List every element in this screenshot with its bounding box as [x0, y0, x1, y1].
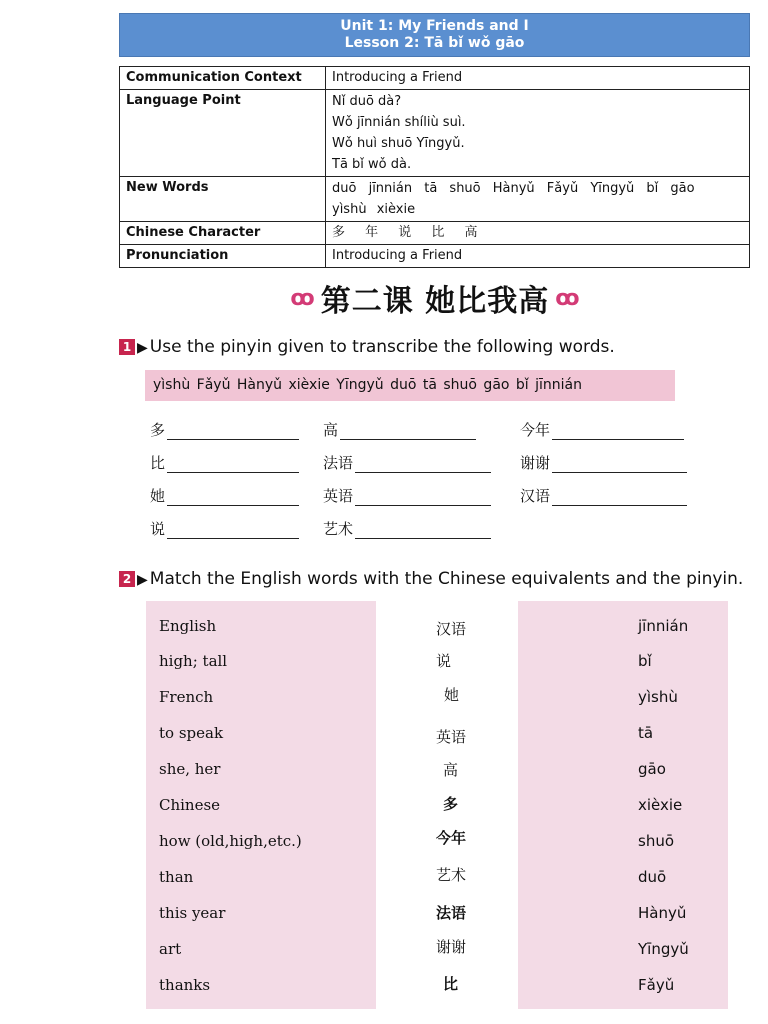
transcribe-item: [150, 485, 299, 506]
english-word: Chinese: [159, 796, 221, 814]
item-char: 艺术: [323, 520, 354, 538]
exercise-2-instruction: [119, 569, 759, 589]
chinese-word: 谢谢: [436, 938, 467, 956]
new-words-line: yìshù xièxie: [332, 202, 416, 217]
chinese-word: 英语: [436, 728, 467, 746]
english-word: high; tall: [159, 652, 228, 670]
item-char: 比: [150, 454, 166, 472]
answer-blank[interactable]: [355, 456, 491, 473]
info-row: [120, 67, 750, 90]
answer-blank[interactable]: [355, 522, 491, 539]
lesson-title: [270, 278, 600, 318]
transcribe-item: [323, 452, 491, 473]
chinese-word: 汉语: [436, 620, 467, 638]
transcribe-item: [323, 485, 491, 506]
transcribe-item: [150, 518, 299, 539]
transcribe-item: [520, 452, 687, 473]
lesson-subtitle: Lesson 2: Tā bǐ wǒ gāo: [344, 35, 525, 51]
info-value: 多 年 说 比 高: [326, 222, 750, 245]
info-key: New Words: [120, 177, 326, 222]
chinese-word: 艺术: [436, 866, 467, 884]
info-key: Chinese Character: [120, 222, 326, 245]
pinyin-word: Yīngyǔ: [638, 940, 689, 958]
item-char: 她: [150, 487, 166, 505]
english-word: English: [159, 617, 217, 635]
transcribe-item: [520, 485, 687, 506]
info-value: [326, 90, 750, 177]
item-char: 多: [150, 421, 166, 439]
ornament-left-icon: ꝏ: [290, 285, 315, 311]
item-char: 高: [323, 421, 339, 439]
transcribe-item: [323, 419, 476, 440]
chinese-word: 比: [443, 975, 459, 993]
answer-blank[interactable]: [167, 522, 299, 539]
chinese-word: 说: [436, 652, 452, 670]
language-point-line: Wǒ jīnnián shíliù suì.: [332, 115, 466, 130]
info-key: Language Point: [120, 90, 326, 177]
arrow-right-icon: ▶: [137, 340, 148, 356]
english-word: French: [159, 688, 214, 706]
info-row: [120, 177, 750, 222]
answer-blank[interactable]: [552, 489, 687, 506]
info-row: [120, 245, 750, 268]
exercise-2-text: Match the English words with the Chinese equivalents and the pinyin.: [149, 569, 744, 589]
exercise-1-text: Use the pinyin given to transcribe the following words.: [149, 337, 615, 357]
item-char: 汉语: [520, 487, 551, 505]
lesson-info-table: [119, 66, 750, 268]
word-bank: yìshù Fǎyǔ Hànyǔ xièxie Yīngyǔ duō tā shuō gāo bǐ jīnnián: [145, 370, 675, 401]
chinese-word: 高: [443, 761, 459, 779]
pinyin-word: Hànyǔ: [638, 904, 687, 922]
english-word: art: [159, 940, 182, 958]
pinyin-word: bǐ: [638, 652, 652, 670]
pinyin-word: xièxie: [638, 796, 683, 814]
transcribe-item: [150, 419, 299, 440]
info-value: Introducing a Friend: [326, 67, 750, 90]
exercise-1-instruction: [119, 337, 759, 357]
english-word: how (old,high,etc.): [159, 832, 302, 850]
info-key: Pronunciation: [120, 245, 326, 268]
transcribe-item: [150, 452, 299, 473]
answer-blank[interactable]: [552, 423, 684, 440]
answer-blank[interactable]: [355, 489, 491, 506]
item-char: 谢谢: [520, 454, 551, 472]
english-word: to speak: [159, 724, 224, 742]
transcribe-item: [323, 518, 491, 539]
item-char: 今年: [520, 421, 551, 439]
english-word: she, her: [159, 760, 221, 778]
unit-title: Unit 1: My Friends and I: [340, 18, 529, 34]
transcribe-item: [520, 419, 684, 440]
english-word: than: [159, 868, 194, 886]
info-value: [326, 177, 750, 222]
info-row: [120, 222, 750, 245]
pinyin-word: tā: [638, 724, 654, 742]
chinese-word: 今年: [436, 829, 467, 847]
chinese-word: 多: [443, 795, 459, 813]
pinyin-panel: [518, 601, 728, 1009]
item-char: 说: [150, 520, 166, 538]
pinyin-word: shuō: [638, 832, 675, 850]
lesson-header: [119, 13, 750, 57]
pinyin-word: jīnnián: [638, 617, 689, 635]
lesson-title-text: 第二课 她比我高: [320, 284, 550, 319]
english-word: this year: [159, 904, 226, 922]
info-row: [120, 90, 750, 177]
pinyin-word: yìshù: [638, 688, 678, 706]
answer-blank[interactable]: [552, 456, 687, 473]
pinyin-word: Fǎyǔ: [638, 976, 675, 994]
chinese-word: 法语: [436, 904, 467, 922]
pinyin-word: duō: [638, 868, 667, 886]
ornament-right-icon: ꝏ: [555, 285, 580, 311]
answer-blank[interactable]: [340, 423, 476, 440]
answer-blank[interactable]: [167, 423, 299, 440]
item-char: 法语: [323, 454, 354, 472]
language-point-line: Tā bǐ wǒ dà.: [332, 157, 412, 172]
language-point-line: Wǒ huì shuō Yīngyǔ.: [332, 136, 465, 151]
info-value: Introducing a Friend: [326, 245, 750, 268]
exercise-number-badge: 1: [119, 339, 135, 355]
chinese-word: 她: [444, 686, 460, 704]
pinyin-word: gāo: [638, 760, 666, 778]
arrow-right-icon: ▶: [137, 572, 148, 588]
new-words-line: duō jīnnián tā shuō Hànyǔ Fǎyǔ Yīngyǔ bǐ gāo: [332, 181, 695, 196]
language-point-line: Nǐ duō dà?: [332, 94, 402, 109]
item-char: 英语: [323, 487, 354, 505]
english-word: thanks: [159, 976, 211, 994]
info-key: Communication Context: [120, 67, 326, 90]
answer-blank[interactable]: [167, 456, 299, 473]
answer-blank[interactable]: [167, 489, 299, 506]
exercise-number-badge: 2: [119, 571, 135, 587]
